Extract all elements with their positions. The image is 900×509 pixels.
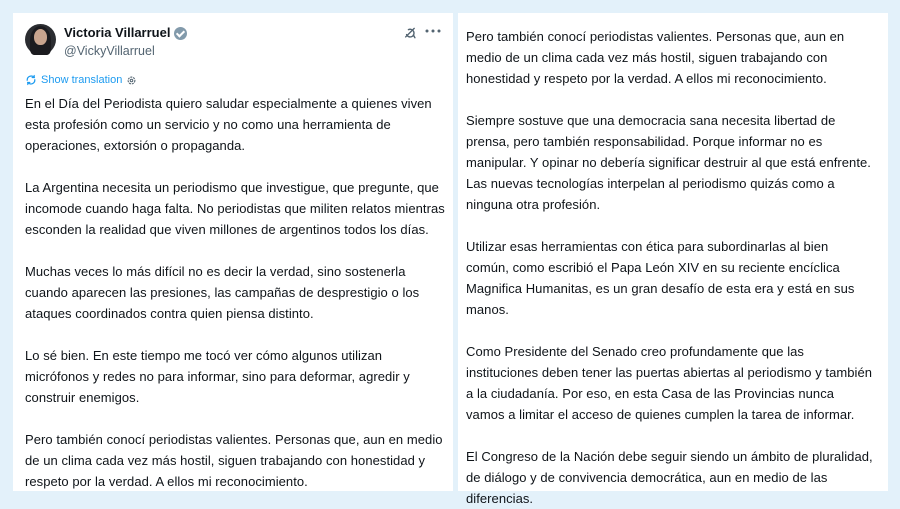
gear-icon[interactable]	[126, 75, 137, 86]
grok-icon[interactable]	[403, 26, 417, 40]
post-paragraph: La Argentina necesita un periodismo que investigue, que pregunte, que incomode cuando haga falta. No periodistas que militen relatos mientras esconden la realidad que viven millones de argentinos todos los días.	[25, 180, 445, 237]
show-translation-link[interactable]	[25, 73, 137, 87]
post-header	[25, 24, 443, 70]
post-paragraph: El Congreso de la Nación debe seguir siendo un ámbito de pluralidad, de diálogo y de convivencia democrática, aun en medio de las diferencias.	[466, 449, 873, 506]
post-panel-right	[458, 13, 888, 506]
post-panel-left	[13, 13, 453, 491]
show-translation-label[interactable]: Show translation	[41, 74, 123, 86]
verified-badge-icon[interactable]	[174, 27, 187, 40]
avatar[interactable]	[25, 24, 56, 55]
author-handle[interactable]: @VickyVillarruel	[64, 44, 155, 58]
post-paragraph: Pero también conocí periodistas valientes. Personas que, aun en medio de un clima cada vez más hostil, siguen trabajando con honestidad y respeto por la verdad. A ellos mi reconocimiento.	[466, 29, 845, 86]
post-paragraph: En el Día del Periodista quiero saludar especialmente a quienes viven esta profesión como un servicio y no como una herramienta de operaciones, extorsión o propaganda.	[25, 96, 432, 153]
post-text-right	[466, 26, 874, 509]
post-paragraph: Lo sé bien. En este tiempo me tocó ver cómo algunos utilizan micrófonos y redes no para informar, sino para deformar, agredir y construir enemigos.	[25, 348, 410, 405]
more-icon[interactable]	[425, 28, 441, 34]
post-paragraph: Pero también conocí periodistas valientes. Personas que, aun en medio de un clima cada vez más hostil, siguen trabajando con honestidad y respeto por la verdad. A ellos mi reconocimiento.	[25, 432, 443, 489]
post-paragraph: Siempre sostuve que una democracia sana necesita libertad de prensa, pero también responsabilidad. Porque informar no es manipular. Y opinar no debería significar destruir al que está enfrente. Las nuevas tecnologías interpelan al periodismo quizás como a ninguna otra profesión.	[466, 113, 871, 212]
author-name[interactable]	[64, 25, 187, 41]
post-paragraph: Muchas veces lo más difícil no es decir la verdad, sino sostenerla cuando aparecen las presiones, las campañas de desprestigio o los ataques coordinados contra quien piensa distinto.	[25, 264, 420, 321]
post-paragraph: Como Presidente del Senado creo profundamente que las instituciones deben tener las puertas abiertas al periodismo y también a la ciudadanía. Por eso, en esta Casa de las Provincias nunca vamos a limitar el acceso de quienes cumplen la tarea de informar.	[466, 344, 873, 422]
post-text-left	[25, 93, 445, 492]
avatar-face	[34, 29, 47, 45]
author-display-name[interactable]: Victoria Villarruel	[64, 25, 171, 40]
translate-icon	[25, 74, 37, 86]
post-paragraph: Utilizar esas herramientas con ética para subordinarlas al bien común, como escribió el Papa León XIV en su reciente encíclica Magnifica Humanitas, es un gran desafío de esta era y está en sus manos.	[466, 239, 855, 317]
author-block[interactable]	[64, 24, 187, 59]
